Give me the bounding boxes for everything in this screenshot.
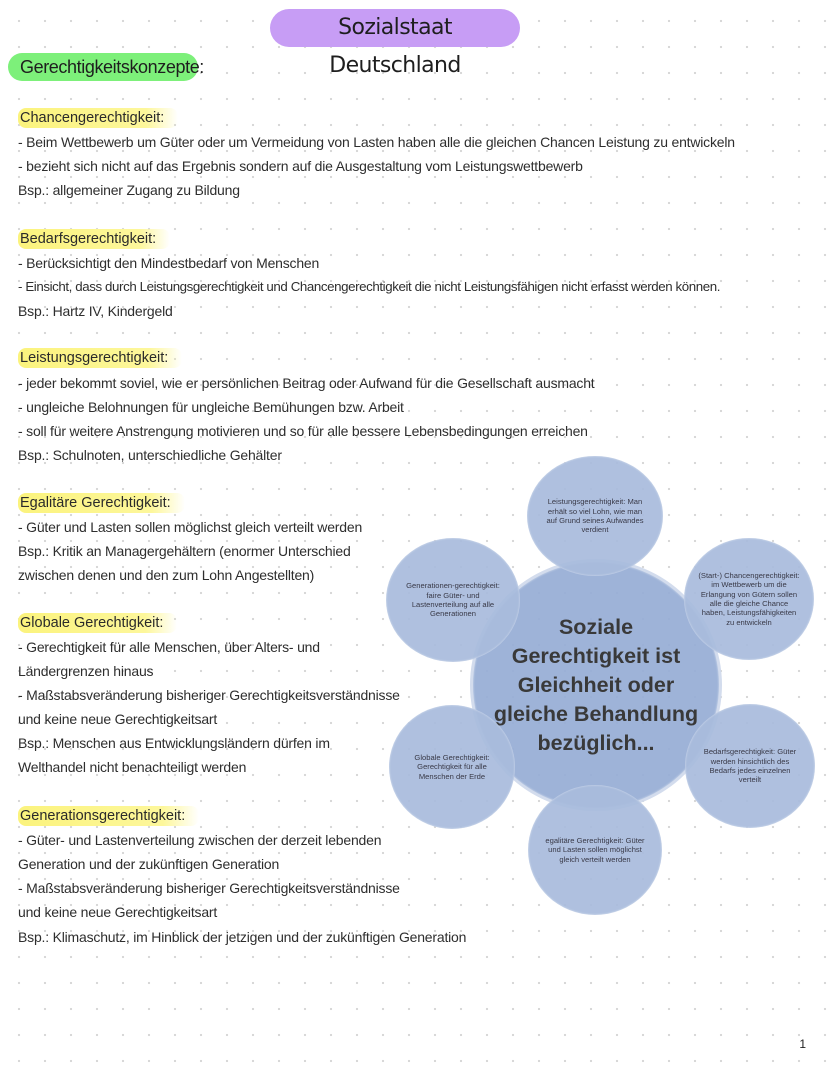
diagram-node-text: Generationen-gerechtigkeit: faire Güter- und Lastenverteilung auf alle Generationen: [406, 581, 500, 619]
section-line: - soll für weitere Anstrengung motivieren und so für alle bessere Lebensbedingungen erreichen: [18, 423, 588, 439]
section-line: - Güter- und Lastenverteilung zwischen der derzeit lebenden: [18, 832, 382, 848]
diagram-node-egalitaer: [528, 785, 662, 915]
section-line: - Einsicht, dass durch Leistungsgerechtigkeit und Chancengerechtigkeit die nicht Leistungsfähigen nicht erfasst werden können.: [18, 279, 721, 294]
section-line: und keine neue Gerechtigkeitsart: [18, 904, 218, 920]
section-line: und keine neue Gerechtigkeitsart: [18, 711, 218, 727]
diagram-node-global: [389, 705, 515, 829]
section-line: Bsp.: allgemeiner Zugang zu Bildung: [18, 182, 240, 198]
diagram-node-text: Leistungsgerechtigkeit: Man erhält so viel Lohn, wie man auf Grund seines Aufwandes verdient: [546, 497, 644, 535]
diagram-node-generationen: [386, 538, 520, 662]
section-line: - bezieht sich nicht auf das Ergebnis sondern auf die Ausgestaltung vom Leistungswettbewerb: [18, 158, 583, 174]
section-title: Bedarfsgerechtigkeit:: [18, 229, 170, 249]
diagram-node-text: (Start-) Chancengerechtigkeit: im Wettbewerb um die Erlangung von Gütern sollen alle die gleiche Chance haben, Leistungsfähigkeiten zu entwickeln: [698, 570, 800, 627]
section-line: Bsp.: Schulnoten, unterschiedliche Gehälter: [18, 447, 282, 463]
section-line: Bsp.: Klimaschutz, im Hinblick der jetzigen und der zukünftigen Generation: [18, 929, 467, 945]
section-title: Generationsgerechtigkeit:: [18, 806, 199, 826]
concepts-heading: Gerechtigkeitskonzepte:: [8, 53, 198, 81]
section-title: Chancengerechtigkeit:: [18, 108, 178, 128]
section-title: Leistungsgerechtigkeit:: [18, 348, 182, 368]
section-line: Bsp.: Hartz IV, Kindergeld: [18, 303, 173, 319]
diagram-node-text: Bedarfsgerechtigkeit: Güter werden hinsichtlich des Bedarfs jedes einzelnen verteilt: [703, 747, 797, 785]
diagram-node-bedarf: [685, 704, 815, 828]
section-line: Welthandel nicht benachteiligt werden: [18, 759, 247, 775]
page-title: Sozialstaat Deutschland: [270, 9, 520, 47]
justice-diagram: [386, 455, 816, 923]
section-line: - Maßstabsveränderung bisheriger Gerechtigkeitsverständnisse: [18, 880, 400, 896]
page-number: 1: [799, 1037, 806, 1051]
diagram-node-leistung: [527, 456, 663, 576]
section-line: - ungleiche Belohnungen für ungleiche Bemühungen bzw. Arbeit: [18, 399, 404, 415]
section-line: Generation und der zukünftigen Generation: [18, 856, 280, 872]
diagram-center-text: Soziale Gerechtigkeit ist Gleichheit oder gleiche Behandlung bezüglich...: [493, 614, 699, 755]
section-line: Bsp.: Menschen aus Entwicklungsländern dürfen im: [18, 735, 330, 751]
section-title: Egalitäre Gerechtigkeit:: [18, 493, 185, 513]
section-line: - Berücksichtigt den Mindestbedarf von Menschen: [18, 255, 320, 271]
section-line: - Gerechtigkeit für alle Menschen, über Alters- und: [18, 639, 320, 655]
section-line: - Beim Wettbewerb um Güter oder um Vermeidung von Lasten haben alle die gleichen Chancen Leistung zu entwickeln: [18, 134, 735, 150]
section-line: - Güter und Lasten sollen möglichst gleich verteilt werden: [18, 519, 363, 535]
section-line: Bsp.: Kritik an Managergehältern (enormer Unterschied: [18, 543, 351, 559]
section-line: - jeder bekommt soviel, wie er persönlichen Beitrag oder Aufwand für die Gesellschaft ausmacht: [18, 375, 595, 391]
section-title: Globale Gerechtigkeit:: [18, 613, 177, 633]
diagram-node-chancen: [684, 538, 814, 660]
section-line: - Maßstabsveränderung bisheriger Gerechtigkeitsverständnisse: [18, 687, 400, 703]
section-line: Ländergrenzen hinaus: [18, 663, 154, 679]
section-line: zwischen denen und den zum Lohn Angestellten): [18, 567, 315, 583]
diagram-node-text: egalitäre Gerechtigkeit: Güter und Lasten sollen möglichst gleich verteilt werden: [545, 835, 645, 864]
diagram-node-text: Globale Gerechtigkeit: Gerechtigkeit für alle Menschen der Erde: [414, 752, 490, 781]
